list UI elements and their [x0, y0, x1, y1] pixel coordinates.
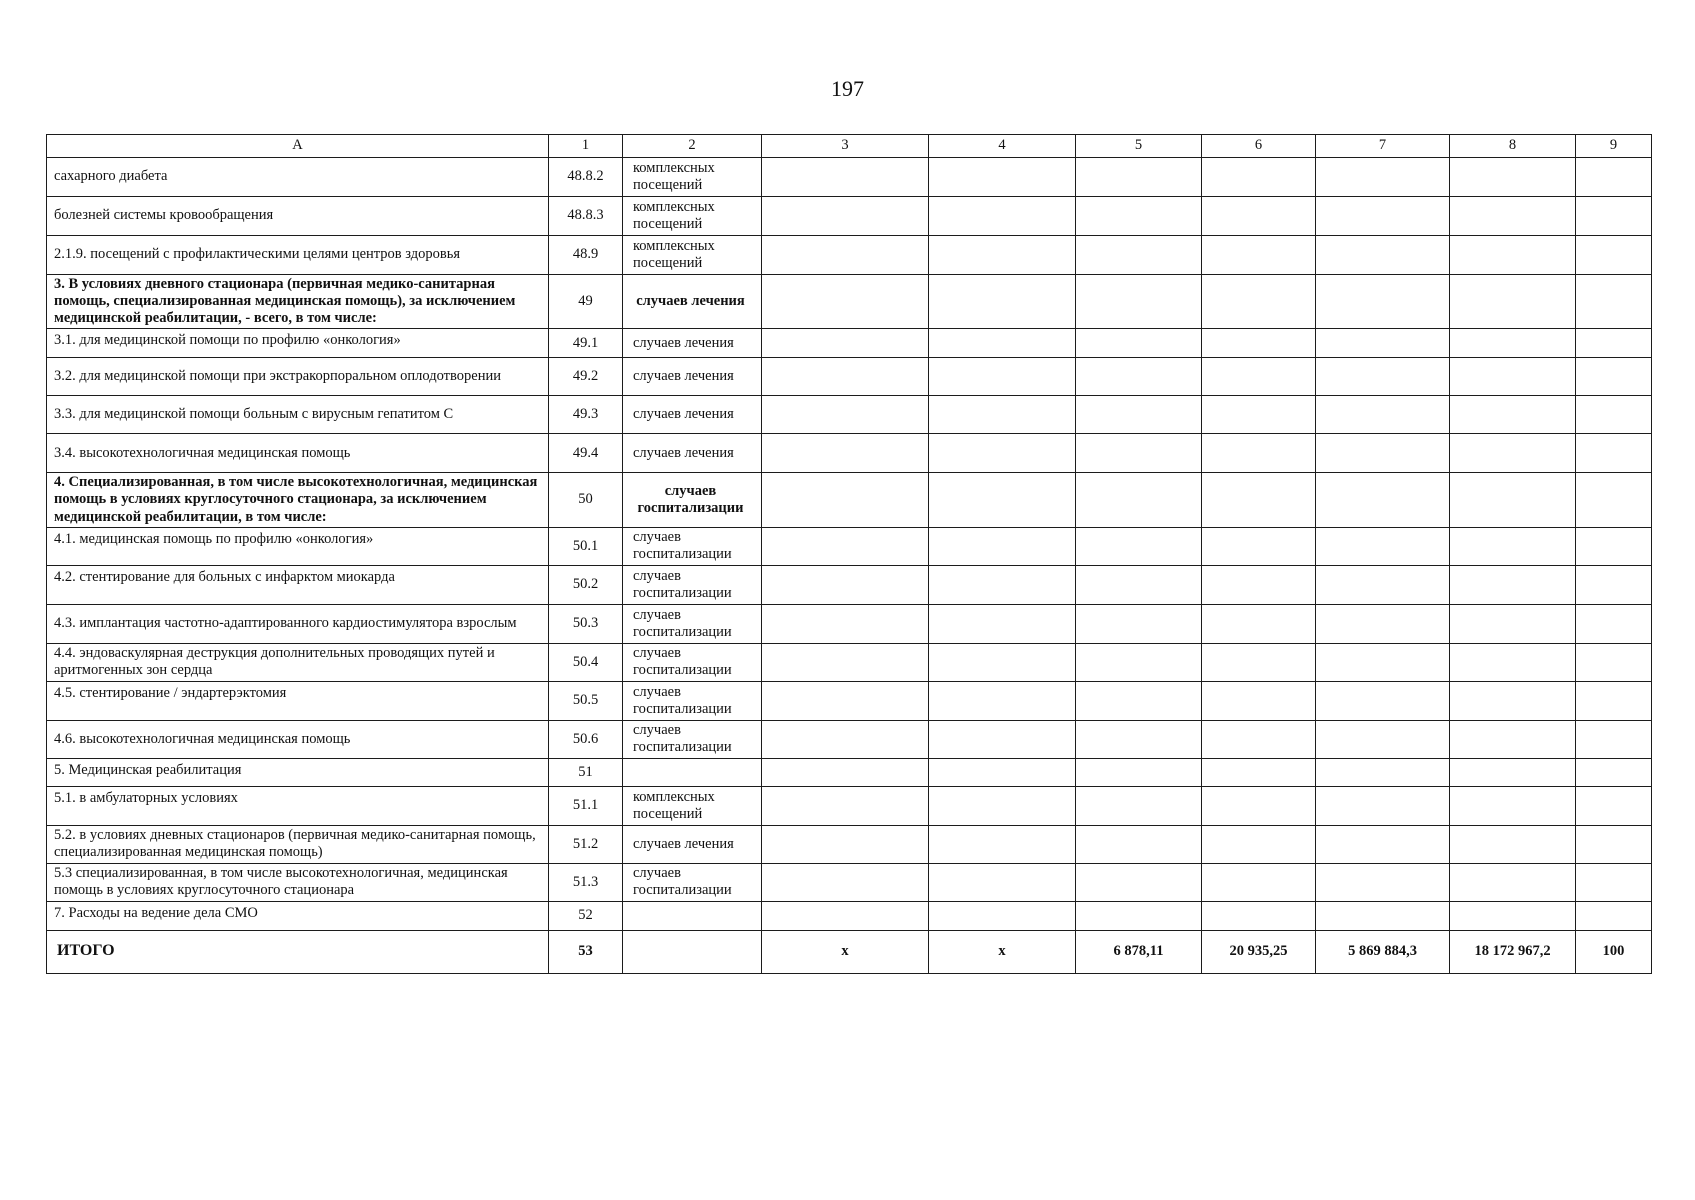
- row-code-cell: 51: [549, 758, 623, 786]
- table-row: [47, 236, 1652, 275]
- row-value-cell: [1450, 604, 1576, 643]
- row-value-cell: [1576, 604, 1652, 643]
- row-code-cell: 51.1: [549, 786, 623, 825]
- row-code-cell: 48.8.2: [549, 158, 623, 197]
- row-value-cell: [762, 901, 929, 930]
- row-value-cell: [1450, 643, 1576, 681]
- row-value-cell: [1316, 681, 1450, 720]
- row-value-cell: [762, 527, 929, 565]
- row-value-cell: [929, 863, 1076, 901]
- row-value-cell: 20 935,25: [1202, 930, 1316, 973]
- row-value-cell: [1576, 473, 1652, 527]
- row-value-cell: [762, 358, 929, 396]
- row-value-cell: [1316, 358, 1450, 396]
- row-code-cell: 48.9: [549, 236, 623, 275]
- column-header: 8: [1450, 135, 1576, 158]
- row-value-cell: [1202, 358, 1316, 396]
- row-value-cell: [762, 681, 929, 720]
- row-value-cell: [1202, 527, 1316, 565]
- column-header: 7: [1316, 135, 1450, 158]
- row-unit-cell: случаев госпитализации: [623, 527, 762, 565]
- row-value-cell: [1316, 473, 1450, 527]
- row-value-cell: [1316, 158, 1450, 197]
- row-code-cell: 49.3: [549, 396, 623, 434]
- table-row: [47, 863, 1652, 901]
- row-value-cell: [1316, 527, 1450, 565]
- row-value-cell: [929, 758, 1076, 786]
- row-value-cell: [1202, 720, 1316, 758]
- row-value-cell: [1316, 329, 1450, 358]
- row-value-cell: [1202, 758, 1316, 786]
- row-value-cell: [1076, 358, 1202, 396]
- row-name-cell: 4.6. высокотехнологичная медицинская помощь: [47, 720, 549, 758]
- row-value-cell: [1316, 236, 1450, 275]
- row-code-cell: 49: [549, 275, 623, 329]
- row-value-cell: х: [762, 930, 929, 973]
- row-value-cell: [1202, 329, 1316, 358]
- total-row: [47, 930, 1652, 973]
- row-value-cell: [1202, 901, 1316, 930]
- row-value-cell: [1202, 396, 1316, 434]
- row-name-cell: 4.4. эндоваскулярная деструкция дополнительных проводящих путей и аритмогенных зон сердца: [47, 643, 549, 681]
- table-row: [47, 396, 1652, 434]
- row-unit-cell: случаев госпитализации: [623, 720, 762, 758]
- row-code-cell: 53: [549, 930, 623, 973]
- row-value-cell: [1316, 396, 1450, 434]
- column-header: 9: [1576, 135, 1652, 158]
- row-code-cell: 50.2: [549, 565, 623, 604]
- row-value-cell: [1316, 643, 1450, 681]
- row-name-cell: 4.5. стентирование / эндартерэктомия: [47, 681, 549, 720]
- table-row: [47, 329, 1652, 358]
- row-value-cell: [1576, 901, 1652, 930]
- row-value-cell: [1576, 236, 1652, 275]
- table-body: [47, 158, 1652, 974]
- row-value-cell: [1316, 786, 1450, 825]
- row-value-cell: [1450, 681, 1576, 720]
- row-value-cell: [929, 396, 1076, 434]
- table-row: [47, 720, 1652, 758]
- row-name-cell: 4.3. имплантация частотно-адаптированного кардиостимулятора взрослым: [47, 604, 549, 643]
- row-unit-cell: комплексных посещений: [623, 158, 762, 197]
- row-unit-cell: случаев лечения: [623, 358, 762, 396]
- row-value-cell: [1576, 158, 1652, 197]
- row-value-cell: [1076, 236, 1202, 275]
- row-value-cell: [762, 434, 929, 473]
- row-code-cell: 50.3: [549, 604, 623, 643]
- row-value-cell: [762, 275, 929, 329]
- row-value-cell: [1076, 681, 1202, 720]
- row-value-cell: [1450, 329, 1576, 358]
- row-value-cell: [929, 643, 1076, 681]
- row-value-cell: [1576, 825, 1652, 863]
- row-value-cell: [1076, 604, 1202, 643]
- row-value-cell: [1076, 565, 1202, 604]
- row-code-cell: 51.3: [549, 863, 623, 901]
- row-value-cell: [1076, 396, 1202, 434]
- row-value-cell: [929, 527, 1076, 565]
- row-value-cell: [929, 473, 1076, 527]
- row-value-cell: [1450, 758, 1576, 786]
- row-name-cell: сахарного диабета: [47, 158, 549, 197]
- row-value-cell: [929, 329, 1076, 358]
- row-unit-cell: случаев лечения: [623, 825, 762, 863]
- row-value-cell: [762, 396, 929, 434]
- row-value-cell: 100: [1576, 930, 1652, 973]
- row-value-cell: [929, 236, 1076, 275]
- row-value-cell: [1450, 863, 1576, 901]
- page-number: 197: [831, 76, 864, 101]
- row-value-cell: [1576, 434, 1652, 473]
- column-header: 3: [762, 135, 929, 158]
- row-name-cell: 3.1. для медицинской помощи по профилю «онкология»: [47, 329, 549, 358]
- row-unit-cell: случаев госпитализации: [623, 604, 762, 643]
- row-unit-cell: случаев госпитализации: [623, 565, 762, 604]
- row-unit-cell: случаев лечения: [623, 434, 762, 473]
- row-value-cell: [1576, 329, 1652, 358]
- row-name-cell: 4.2. стентирование для больных с инфарктом миокарда: [47, 565, 549, 604]
- row-value-cell: [1450, 825, 1576, 863]
- row-value-cell: [1202, 473, 1316, 527]
- row-name-cell: 5. Медицинская реабилитация: [47, 758, 549, 786]
- row-value-cell: [762, 786, 929, 825]
- row-value-cell: [1576, 786, 1652, 825]
- column-header-row: [47, 135, 1652, 158]
- row-unit-cell: [623, 930, 762, 973]
- table-row: [47, 275, 1652, 329]
- row-value-cell: [1576, 358, 1652, 396]
- row-value-cell: [1450, 473, 1576, 527]
- row-code-cell: 51.2: [549, 825, 623, 863]
- column-header: 2: [623, 135, 762, 158]
- row-value-cell: [1202, 863, 1316, 901]
- row-value-cell: [1450, 197, 1576, 236]
- row-value-cell: [1076, 275, 1202, 329]
- row-value-cell: [1202, 236, 1316, 275]
- table-row: [47, 825, 1652, 863]
- row-value-cell: [1076, 786, 1202, 825]
- column-header: 5: [1076, 135, 1202, 158]
- row-name-cell: ИТОГО: [47, 930, 549, 973]
- row-name-cell: 5.2. в условиях дневных стационаров (первичная медико-санитарная помощь, специализированная медицинская помощь): [47, 825, 549, 863]
- row-name-cell: 4.1. медицинская помощь по профилю «онкология»: [47, 527, 549, 565]
- column-header: А: [47, 135, 549, 158]
- row-value-cell: [1202, 643, 1316, 681]
- row-value-cell: [1576, 197, 1652, 236]
- row-value-cell: [1202, 275, 1316, 329]
- row-name-cell: 3. В условиях дневного стационара (первичная медико-санитарная помощь, специализированная медицинская помощь), за исключением медицинской реабилитации, - всего, в том числе:: [47, 275, 549, 329]
- row-value-cell: [1316, 720, 1450, 758]
- row-unit-cell: [623, 901, 762, 930]
- row-code-cell: 52: [549, 901, 623, 930]
- column-header: 1: [549, 135, 623, 158]
- row-value-cell: 6 878,11: [1076, 930, 1202, 973]
- table-row: [47, 901, 1652, 930]
- row-value-cell: х: [929, 930, 1076, 973]
- table-row: [47, 434, 1652, 473]
- row-value-cell: [929, 565, 1076, 604]
- row-value-cell: [1576, 565, 1652, 604]
- column-header: 6: [1202, 135, 1316, 158]
- row-value-cell: [1202, 197, 1316, 236]
- row-value-cell: [1076, 197, 1202, 236]
- row-value-cell: [1076, 527, 1202, 565]
- table-row: [47, 473, 1652, 527]
- row-value-cell: [1576, 396, 1652, 434]
- row-value-cell: [1202, 786, 1316, 825]
- row-value-cell: [1202, 604, 1316, 643]
- row-value-cell: [929, 720, 1076, 758]
- row-value-cell: [1576, 758, 1652, 786]
- table-row: [47, 565, 1652, 604]
- row-value-cell: [1576, 863, 1652, 901]
- row-value-cell: [762, 236, 929, 275]
- row-name-cell: 5.1. в амбулаторных условиях: [47, 786, 549, 825]
- row-code-cell: 50.5: [549, 681, 623, 720]
- row-code-cell: 50.6: [549, 720, 623, 758]
- table-row: [47, 527, 1652, 565]
- row-value-cell: [1076, 825, 1202, 863]
- row-unit-cell: случаев госпитализации: [623, 863, 762, 901]
- row-value-cell: [1202, 825, 1316, 863]
- row-value-cell: [929, 786, 1076, 825]
- row-name-cell: 2.1.9. посещений с профилактическими целями центров здоровья: [47, 236, 549, 275]
- row-code-cell: 48.8.3: [549, 197, 623, 236]
- table-row: [47, 786, 1652, 825]
- table-row: [47, 681, 1652, 720]
- row-value-cell: [1076, 473, 1202, 527]
- row-value-cell: [1316, 197, 1450, 236]
- row-code-cell: 49.1: [549, 329, 623, 358]
- row-unit-cell: комплексных посещений: [623, 236, 762, 275]
- row-code-cell: 49.2: [549, 358, 623, 396]
- row-value-cell: [1202, 434, 1316, 473]
- row-value-cell: [1316, 604, 1450, 643]
- row-unit-cell: случаев госпитализации: [623, 473, 762, 527]
- row-value-cell: [762, 604, 929, 643]
- row-code-cell: 49.4: [549, 434, 623, 473]
- row-value-cell: [1316, 863, 1450, 901]
- table-row: [47, 358, 1652, 396]
- row-value-cell: [929, 275, 1076, 329]
- row-unit-cell: случаев лечения: [623, 329, 762, 358]
- row-value-cell: [929, 681, 1076, 720]
- row-value-cell: [1450, 720, 1576, 758]
- row-value-cell: [929, 604, 1076, 643]
- row-value-cell: [929, 197, 1076, 236]
- table-row: [47, 158, 1652, 197]
- row-value-cell: [1450, 396, 1576, 434]
- row-value-cell: [1450, 527, 1576, 565]
- row-unit-cell: случаев лечения: [623, 396, 762, 434]
- row-value-cell: [1076, 158, 1202, 197]
- row-value-cell: [762, 197, 929, 236]
- row-value-cell: [1450, 565, 1576, 604]
- row-value-cell: [1576, 643, 1652, 681]
- row-value-cell: [762, 825, 929, 863]
- row-name-cell: 3.2. для медицинской помощи при экстракорпоральном оплодотворении: [47, 358, 549, 396]
- row-value-cell: [929, 825, 1076, 863]
- row-unit-cell: комплексных посещений: [623, 786, 762, 825]
- row-value-cell: [1450, 434, 1576, 473]
- row-value-cell: [1202, 158, 1316, 197]
- row-code-cell: 50.4: [549, 643, 623, 681]
- row-value-cell: [1576, 527, 1652, 565]
- row-value-cell: 5 869 884,3: [1316, 930, 1450, 973]
- row-value-cell: [1202, 565, 1316, 604]
- row-value-cell: [762, 158, 929, 197]
- row-value-cell: [929, 358, 1076, 396]
- financing-table: [46, 134, 1652, 974]
- row-value-cell: [762, 643, 929, 681]
- row-value-cell: [1316, 758, 1450, 786]
- row-value-cell: [1316, 565, 1450, 604]
- row-value-cell: [1202, 681, 1316, 720]
- row-value-cell: [1076, 434, 1202, 473]
- row-value-cell: [1450, 358, 1576, 396]
- row-value-cell: [762, 720, 929, 758]
- row-unit-cell: [623, 758, 762, 786]
- table-row: [47, 758, 1652, 786]
- row-value-cell: [1316, 434, 1450, 473]
- row-value-cell: [1450, 158, 1576, 197]
- row-value-cell: [1316, 825, 1450, 863]
- row-unit-cell: случаев лечения: [623, 275, 762, 329]
- row-unit-cell: случаев госпитализации: [623, 681, 762, 720]
- row-value-cell: [1076, 758, 1202, 786]
- row-value-cell: [929, 434, 1076, 473]
- row-unit-cell: случаев госпитализации: [623, 643, 762, 681]
- row-value-cell: [1076, 643, 1202, 681]
- row-value-cell: [762, 565, 929, 604]
- row-code-cell: 50.1: [549, 527, 623, 565]
- row-value-cell: [1576, 720, 1652, 758]
- row-value-cell: [1576, 681, 1652, 720]
- row-value-cell: [1076, 329, 1202, 358]
- row-value-cell: [762, 329, 929, 358]
- row-value-cell: [1076, 901, 1202, 930]
- row-name-cell: болезней системы кровообращения: [47, 197, 549, 236]
- row-unit-cell: комплексных посещений: [623, 197, 762, 236]
- row-value-cell: [762, 473, 929, 527]
- row-name-cell: 3.4. высокотехнологичная медицинская помощь: [47, 434, 549, 473]
- row-name-cell: 3.3. для медицинской помощи больным с вирусным гепатитом С: [47, 396, 549, 434]
- row-value-cell: [1576, 275, 1652, 329]
- row-name-cell: 5.3 специализированная, в том числе высокотехнологичная, медицинская помощь в условиях круглосуточного стационара: [47, 863, 549, 901]
- row-value-cell: [1316, 275, 1450, 329]
- row-value-cell: [762, 863, 929, 901]
- table-row: [47, 604, 1652, 643]
- row-value-cell: [1076, 863, 1202, 901]
- row-value-cell: [1450, 901, 1576, 930]
- row-name-cell: 4. Специализированная, в том числе высокотехнологичная, медицинская помощь в условиях круглосуточного стационара, за исключением медицинской реабилитации, в том числе:: [47, 473, 549, 527]
- column-header: 4: [929, 135, 1076, 158]
- row-value-cell: [929, 158, 1076, 197]
- row-code-cell: 50: [549, 473, 623, 527]
- row-value-cell: [1076, 720, 1202, 758]
- table-row: [47, 643, 1652, 681]
- row-value-cell: [1450, 236, 1576, 275]
- table-row: [47, 197, 1652, 236]
- row-value-cell: [762, 758, 929, 786]
- row-value-cell: 18 172 967,2: [1450, 930, 1576, 973]
- row-name-cell: 7. Расходы на ведение дела СМО: [47, 901, 549, 930]
- row-value-cell: [1316, 901, 1450, 930]
- row-value-cell: [929, 901, 1076, 930]
- row-value-cell: [1450, 275, 1576, 329]
- row-value-cell: [1450, 786, 1576, 825]
